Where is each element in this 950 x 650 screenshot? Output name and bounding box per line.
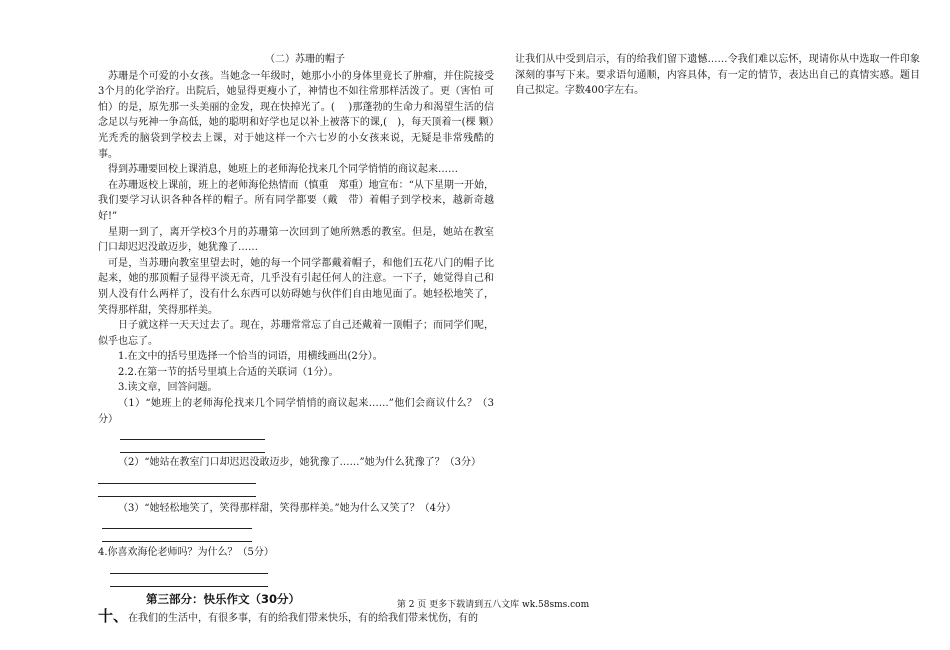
question-2: 2.2.在第一节的括号里填上合适的关联词（1分）。	[118, 366, 339, 378]
story-title: （二）苏珊的帽子	[265, 54, 345, 65]
question-4: 4.你喜欢海伦老师吗？为什么？（5分）	[98, 547, 274, 559]
answer-line[interactable]	[120, 427, 265, 440]
question-3-2: （2）“她站在教室门口却迟迟没敢迈步，她犹豫了……”她为什么犹豫了？（3分）	[118, 457, 481, 469]
answer-line[interactable]	[98, 484, 256, 497]
story-paragraph: 日子就这样一天天过去了。现在，苏珊常常忘了自己还戴着一顶帽子；而同学们呢，似乎也忘了。	[98, 320, 494, 347]
question-3: 3.读文章，回答问题。	[118, 382, 218, 394]
page-footer: 第 2 页 更多下载请到五八文库 wk.58sms.com	[396, 600, 590, 610]
question-1: 1.在文中的括号里选择一个恰当的词语，用横线画出(2分）。	[118, 351, 383, 363]
answer-line[interactable]	[110, 574, 268, 587]
question-3-1: （1）“她班上的老师海伦找来几个同学悄悄的商议起来……”他们会商议什么？（3分）	[98, 398, 494, 425]
answer-line[interactable]	[98, 471, 256, 484]
answer-line[interactable]	[120, 440, 265, 453]
essay-prompt-text: 在我们的生活中，有很多事，有的给我们带来快乐，有的给我们带来忧伤，有的	[128, 612, 479, 624]
question-3-3: （3）“她轻松地笑了，笑得那样甜，笑得那样美。”她为什么又笑了？（4分）	[118, 502, 456, 514]
left-column	[98, 52, 494, 626]
story-paragraph: 可是，当苏珊向教室里望去时，她的每一个同学都戴着帽子，和他们五花八门的帽子比起来，她的那顶帽子显得平淡无奇，几乎没有引起任何人的注意。一下子，她觉得自己和别人没有什么两样了，没有什么东西可以妨碍她与伙伴们自由地见面了。她轻松地笑了，笑得那样甜，笑得那样美。	[98, 257, 494, 316]
answer-line[interactable]	[102, 516, 252, 529]
story-paragraph: 苏珊是个可爱的小女孩。当她念一年级时，她那小小的身体里竟长了肿瘤，并住院接受3个月的化学治疗。出院后，她显得更瘦小了，神情也不如往常那样活泼了。更（害怕 可怕）的是，原先那一头美丽的金发，现在快掉光了。( )那蓬勃的生命力和渴望生活的信念足以与死神一争高低，她的聪明和好学也足以补上被落下的课,( )，每天顶着一(棵 颗）光秃秃的脑袋到学校去上课，对于她这样一个六七岁的小女孩来说，无疑是非常残酷的事。	[98, 70, 494, 160]
story-paragraph: 星期一到了，离开学校3个月的苏珊第一次回到了她所熟悉的教室。但是，她站在教室门口却迟迟没敢迈步，她犹豫了……	[98, 226, 494, 254]
answer-line[interactable]	[102, 529, 252, 542]
question-number: 十、	[98, 606, 129, 625]
essay-prompt-start	[98, 606, 494, 627]
story-paragraph: 得到苏珊要回校上课消息，她班上的老师海伦找来几个同学悄悄的商议起来……	[108, 164, 458, 176]
section-heading: 第三部分：快乐作文（30分）	[146, 592, 301, 607]
answer-line[interactable]	[110, 561, 268, 574]
essay-prompt-continued: 让我们从中受到启示，有的给我们留下遗憾……令我们难以忘怀，现请你从中选取一件印象深刻的事写下来。要求语句通顺，内容具体，有一定的情节，表达出自己的真情实感。题目自己拟定。字数400字左右。	[515, 54, 920, 97]
right-column	[515, 52, 920, 99]
story-paragraph: 在苏珊返校上课前，班上的老师海伦热情而（慎重 郑重）地宣布：“从下星期一开始，我们要学习认识各种各样的帽子。所有同学都要（戴 带）着帽子到学校来，越新奇越好!”	[98, 179, 494, 222]
